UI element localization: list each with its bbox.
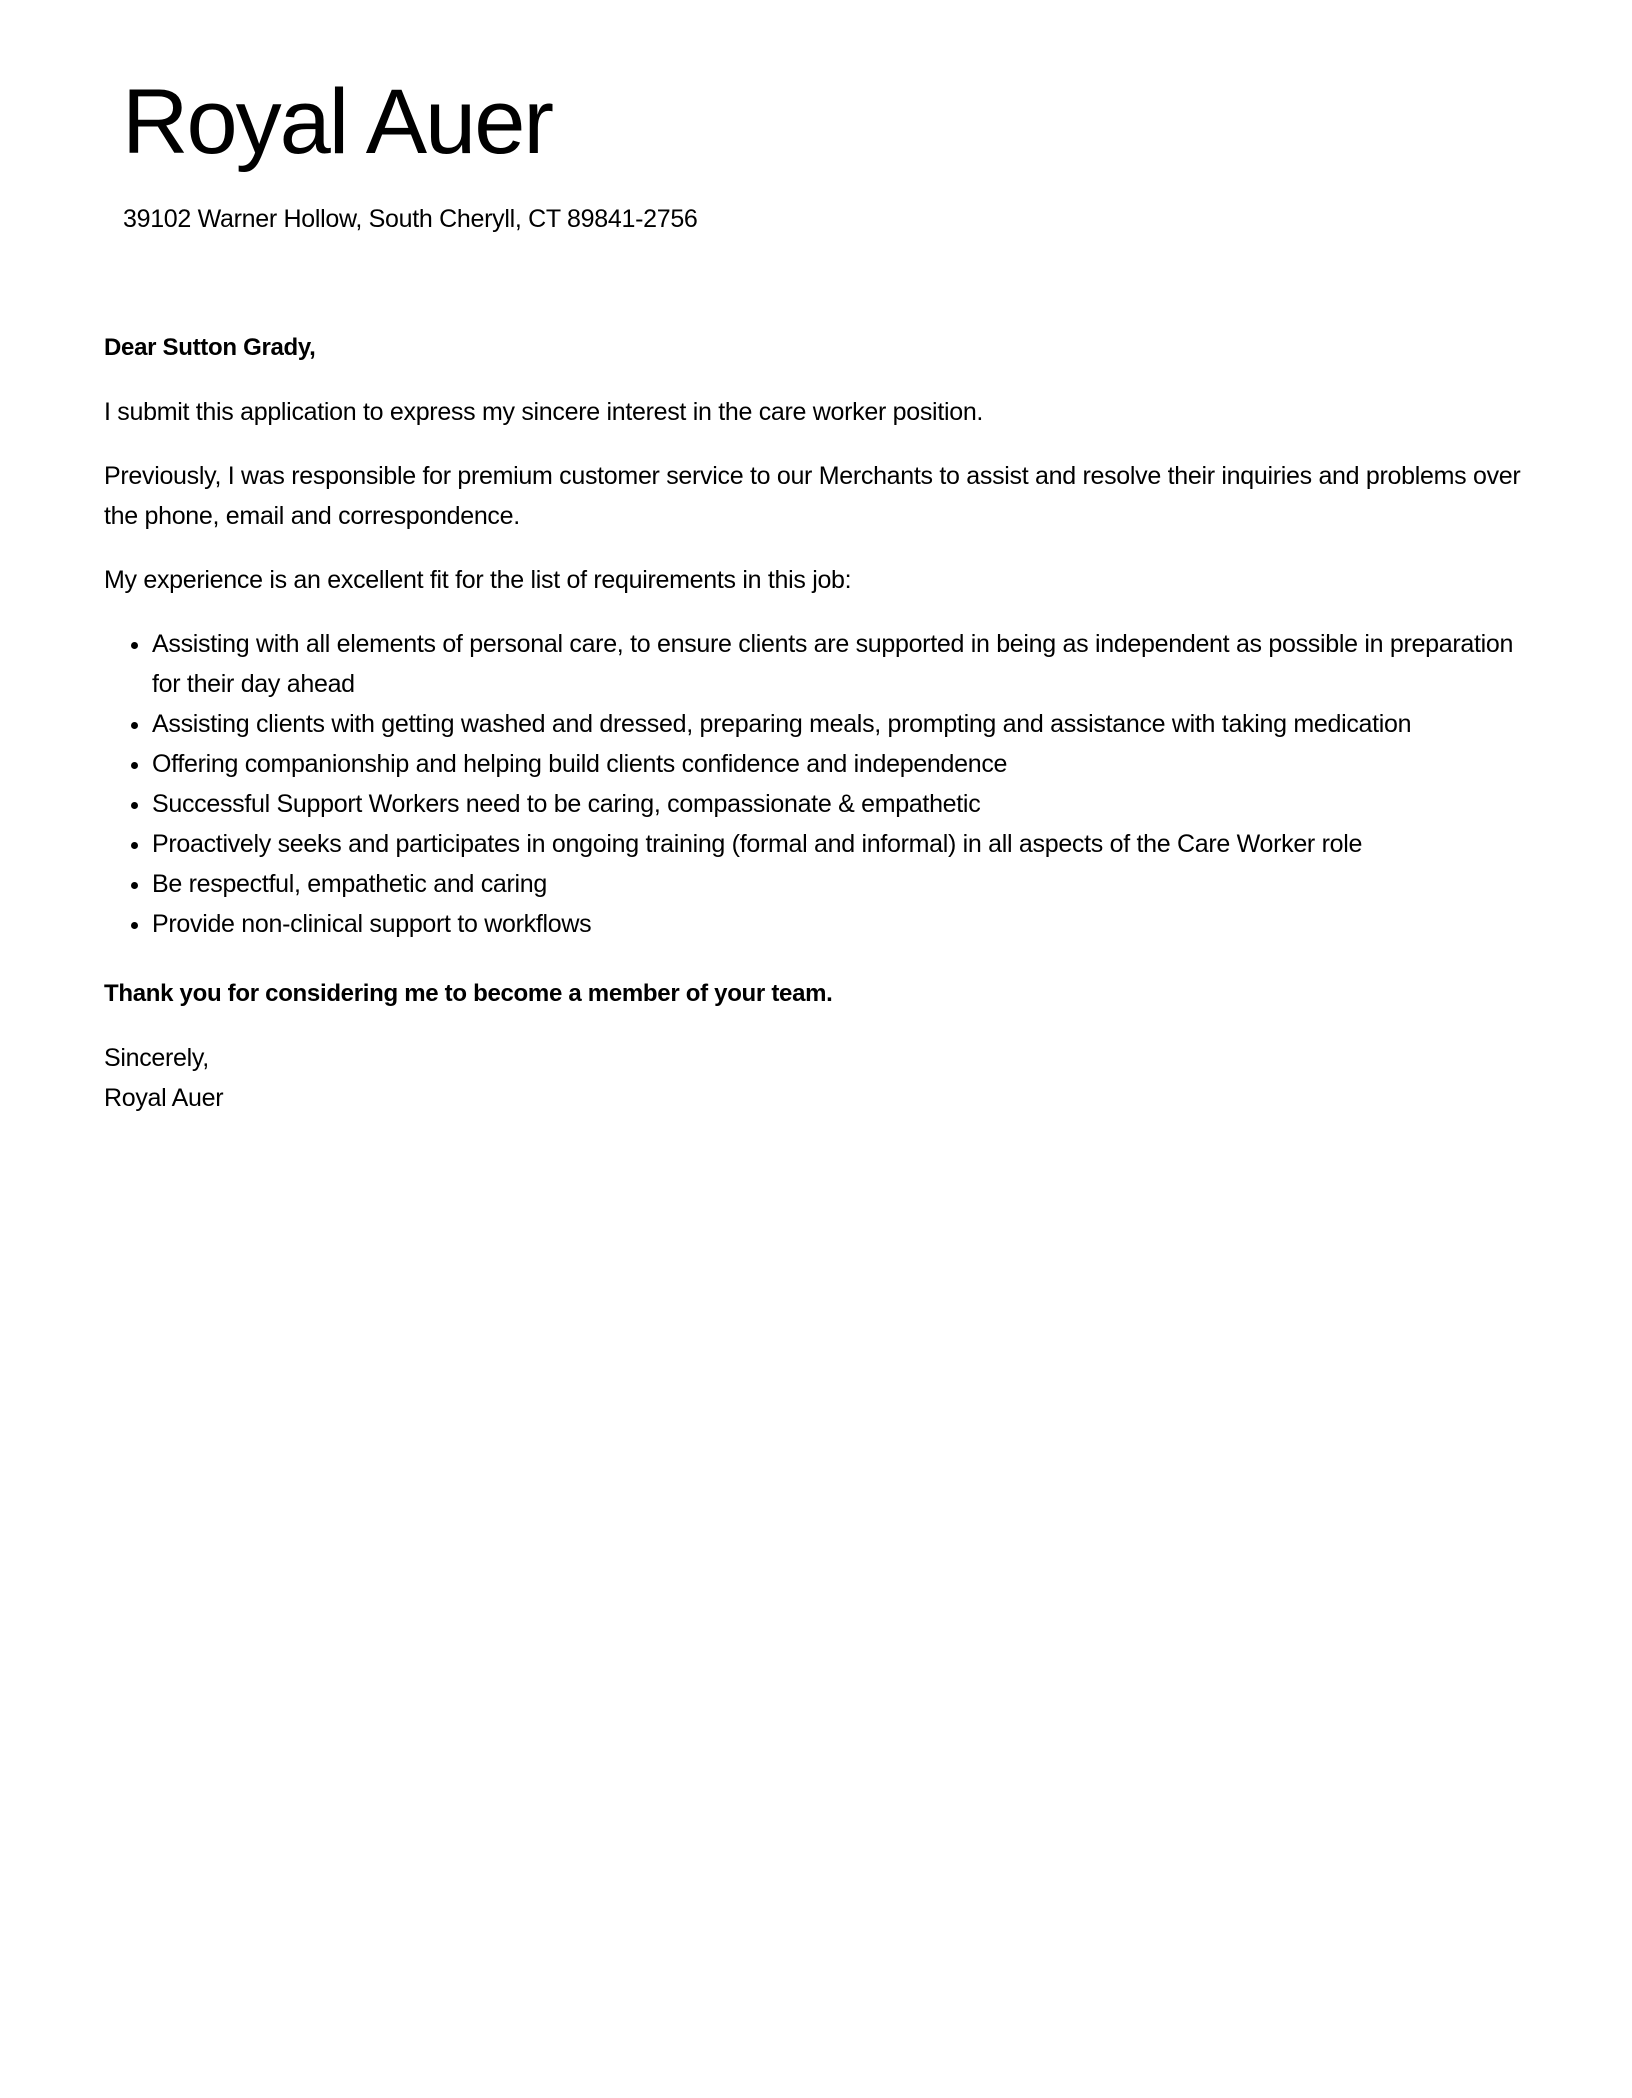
closing-line: Thank you for considering me to become a member of your team. (104, 980, 833, 1007)
list-item: • Be respectful, empathetic and caring (152, 864, 1524, 904)
list-item: • Assisting clients with getting washed and dressed, preparing meals, prompting and assistance with taking medication (152, 704, 1524, 744)
paragraph-experience: Previously, I was responsible for premium customer service to our Merchants to assist and resolve their inquiries and problems over the phone, email and correspondence. (104, 462, 1521, 530)
applicant-name: Royal Auer (122, 71, 553, 173)
applicant-address: 39102 Warner Hollow, South Cheryll, CT 89841-2756 (123, 205, 698, 233)
signoff: Sincerely, (104, 1044, 209, 1072)
paragraph-intro: I submit this application to express my sincere interest in the care worker position. (104, 398, 984, 426)
list-item: • Provide non-clinical support to workflows (152, 904, 1524, 944)
list-item: • Assisting with all elements of personal care, to ensure clients are supported in being as independent as possible in preparation for their day ahead (152, 624, 1524, 704)
requirements-list (104, 624, 1524, 944)
list-item: • Offering companionship and helping build clients confidence and independence (152, 744, 1524, 784)
list-item: • Proactively seeks and participates in ongoing training (formal and informal) in all aspects of the Care Worker role (152, 824, 1524, 864)
signature: Royal Auer (104, 1084, 224, 1112)
letter-body (104, 328, 1524, 1118)
paragraph-fit: My experience is an excellent fit for the list of requirements in this job: (104, 566, 852, 594)
salutation: Dear Sutton Grady, (104, 334, 316, 361)
list-item: • Successful Support Workers need to be caring, compassionate & empathetic (152, 784, 1524, 824)
